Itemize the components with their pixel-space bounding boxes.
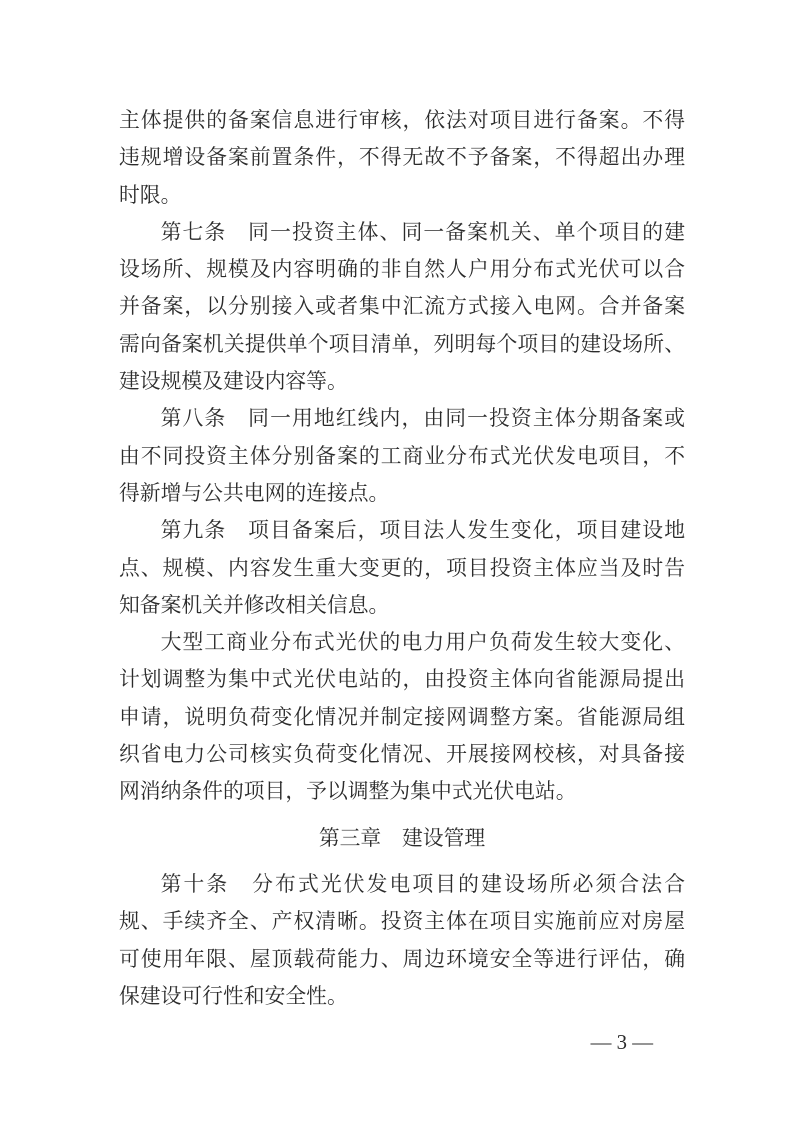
paragraph xyxy=(119,512,685,624)
text-line: 计划调整为集中式光伏电站的，由投资主体向省能源局提出 xyxy=(119,668,685,692)
text-line: 大型工商业分布式光伏的电力用户负荷发生较大变化、 xyxy=(160,631,685,655)
paragraph xyxy=(119,866,685,1015)
paragraph xyxy=(119,624,685,810)
text-line: 第八条 同一用地红线内，由同一投资主体分期备案或 xyxy=(160,407,685,431)
text-line: 主体提供的备案信息进行审核，依法对项目进行备案。不得 xyxy=(119,109,685,132)
text-line: 设场所、规模及内容明确的非自然人户用分布式光伏可以合 xyxy=(119,258,685,282)
text-line: 保建设可行性和安全性。 xyxy=(119,984,348,1008)
text-line: 点、规模、内容发生重大变更的，项目投资主体应当及时告 xyxy=(119,556,685,580)
paragraph xyxy=(119,214,685,400)
text-line: 第十条 分布式光伏发电项目的建设场所必须合法合 xyxy=(160,872,685,896)
text-line: 时限。 xyxy=(119,183,182,207)
text-line: 第九条 项目备案后，项目法人发生变化，项目建设地 xyxy=(160,519,685,543)
text-line: 第七条 同一投资主体、同一备案机关、单个项目的建 xyxy=(160,220,685,244)
text-line: 违规增设备案前置条件，不得无故不予备案，不得超出办理 xyxy=(119,146,685,170)
document-body xyxy=(119,102,685,1015)
page-number: — 3 — xyxy=(590,1031,653,1054)
text-line: 需向备案机关提供单个项目清单，列明每个项目的建设场所、 xyxy=(119,332,685,356)
text-line: 由不同投资主体分别备案的工商业分布式光伏发电项目，不 xyxy=(119,444,685,468)
text-line: 知备案机关并修改相关信息。 xyxy=(119,593,390,617)
paragraph xyxy=(119,400,685,512)
text-line: 得新增与公共电网的连接点。 xyxy=(119,481,390,505)
text-line: 建设规模及建设内容等。 xyxy=(119,370,348,394)
text-line: 织省电力公司核实负荷变化情况、开展接网校核，对具备接 xyxy=(119,743,685,767)
text-line: 可使用年限、屋顶载荷能力、周边环境安全等进行评估，确 xyxy=(119,947,685,971)
text-line: 规、手续齐全、产权清晰。投资主体在项目实施前应对房屋 xyxy=(119,910,685,934)
text-line: 申请，说明负荷变化情况并制定接网调整方案。省能源局组 xyxy=(119,705,685,729)
chapter-heading: 第三章 建设管理 xyxy=(318,826,486,850)
paragraph xyxy=(119,102,685,214)
text-line: 网消纳条件的项目，予以调整为集中式光伏电站。 xyxy=(119,780,577,804)
text-line: 并备案，以分别接入或者集中汇流方式接入电网。合并备案 xyxy=(119,295,685,319)
